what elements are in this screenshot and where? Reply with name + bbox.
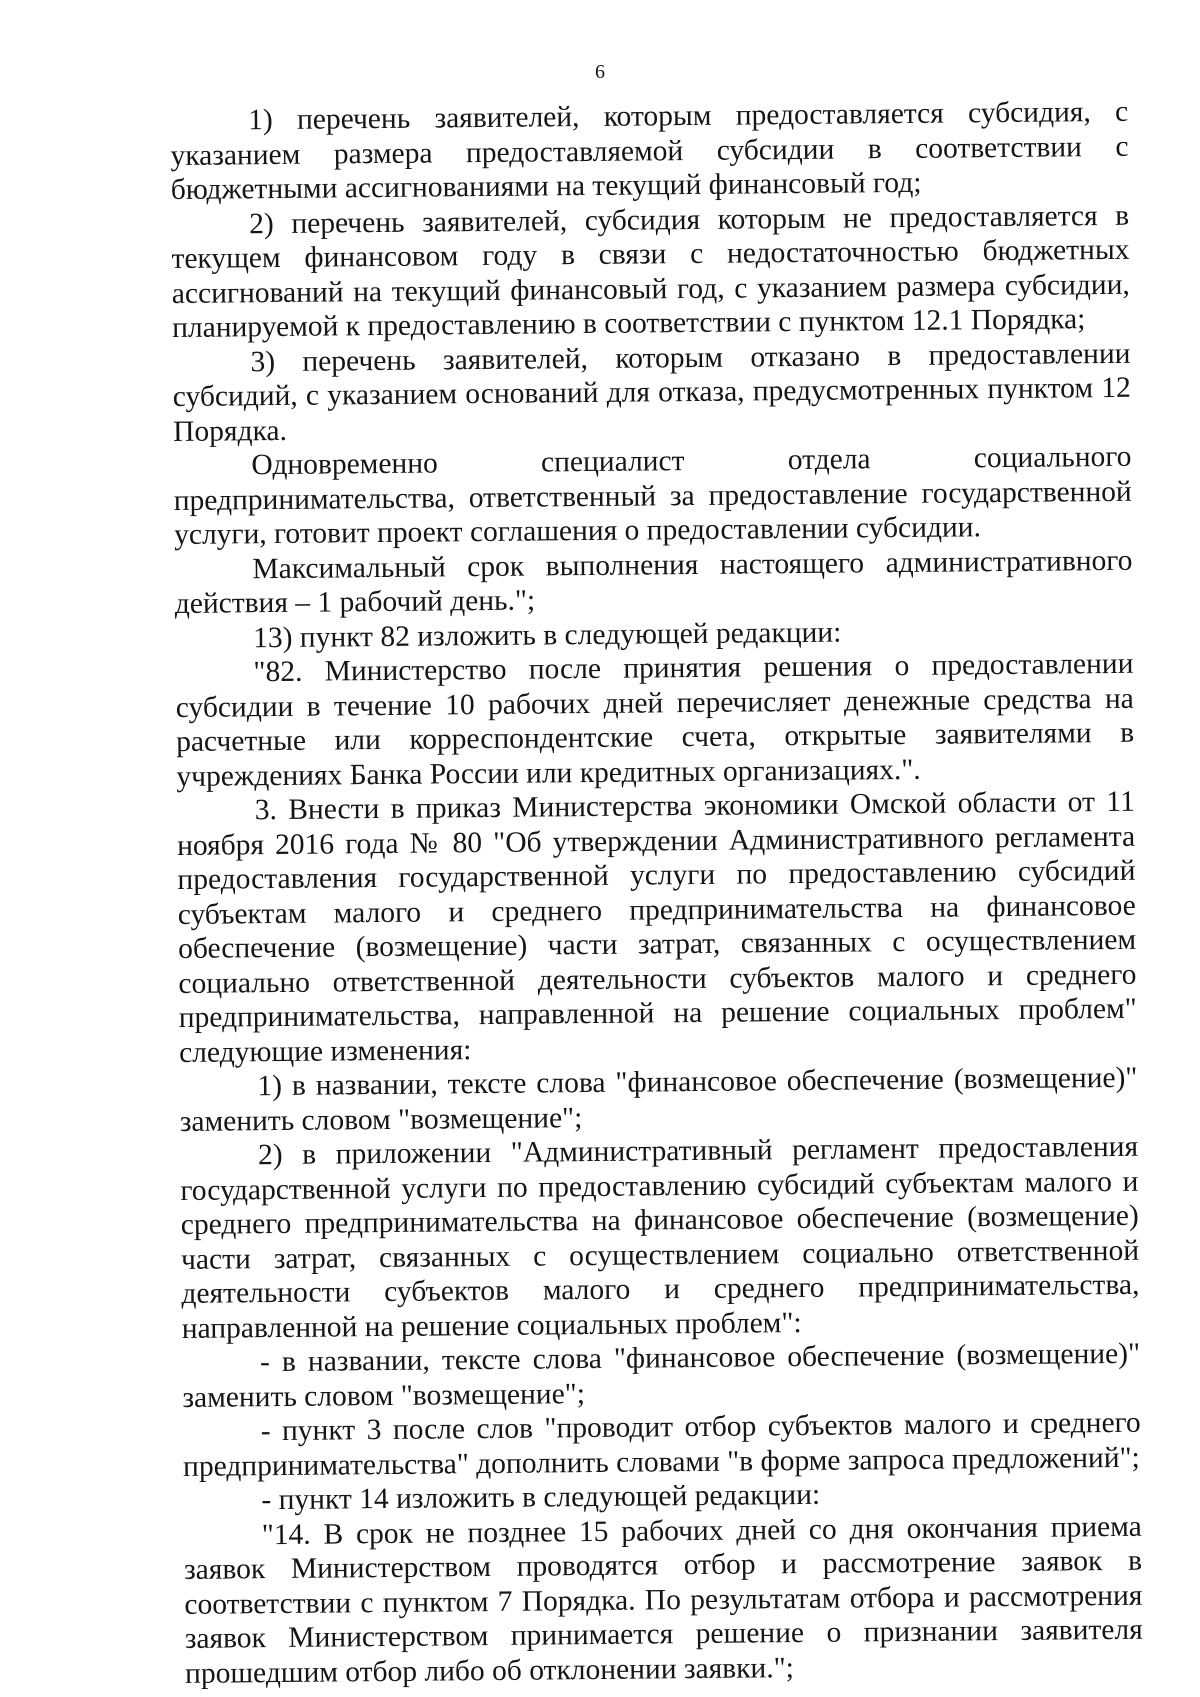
paragraph: - пункт 14 изложить в следующей редакции: — [261, 1478, 821, 1517]
paragraph: 2) в приложении "Административный регламент предоставления государственной услуги по предоставлению субсидий субъектам малого и среднего предпринимательства на финансовое обеспечение (возмещение) части затрат, связанных с осуществлением социально ответственной деятельности субъектов малого и среднего предпринимательства, направленной на решение социальных проблем": — [180, 1130, 1140, 1345]
paragraph: "82. Министерство после принятия решения о предоставлении субсидии в течение 10 рабочих дней перечисляет денежные средства на расчетные или корреспондентские счета, открытые заявителями в учреждениях Банка России или кредитных организациях.". — [175, 647, 1135, 793]
document-body — [170, 95, 1143, 1691]
paragraph: 13) пункт 82 изложить в следующей редакции: — [252, 616, 842, 654]
paragraph: - пункт 3 после слов "проводит отбор субъектов малого и среднего предпринимательства" дополнить словами "в форме запроса предложений"; — [182, 1406, 1141, 1483]
paragraph: Одновременно специалист отдела социального предпринимательства, ответственный за предоставление государственной услуги, готовит проект соглашения о предоставлении субсидии. — [173, 440, 1132, 551]
paragraph: Максимальный срок выполнения настоящего административного действия – 1 рабочий день."; — [174, 544, 1133, 620]
page-number: 6 — [595, 61, 605, 83]
paragraph: "14. В срок не позднее 15 рабочих дней со дня окончания приема заявок Министерством проводятся отбор и рассмотрение заявок в соответствии с пунктом 7 Порядка. По результатам отбора и рассмотрения заявок Министерством принимается решение о признании заявителя прошедшим отбор либо об отклонении заявки."; — [183, 1510, 1143, 1690]
paragraph: 3) перечень заявителей, которым отказано в предоставлении субсидий, с указанием оснований для отказа, предусмотренных пунктом 12 Порядка. — [172, 337, 1131, 448]
paragraph: - в названии, тексте слова "финансовое обеспечение (возмещение)" заменить словом "возмещение"; — [182, 1337, 1141, 1414]
paragraph: 1) в названии, тексте слова "финансовое обеспечение (возмещение)" заменить словом "возмещение"; — [179, 1061, 1138, 1138]
paragraph: 2) перечень заявителей, субсидия которым не предоставляется в текущем финансовом году в связи с недостаточностью бюджетных ассигнований на текущий финансовый год, с указанием размера субсидии, планируемой к предоставлению в соответствии с пунктом 12.1 Порядка; — [171, 199, 1130, 344]
paragraph: 1) перечень заявителей, которым предоставляется субсидия, с указанием размера предоставляемой субсидии в соответствии с бюджетными ассигнованиями на текущий финансовый год; — [170, 95, 1129, 206]
paragraph: 3. Внести в приказ Министерства экономики Омской области от 11 ноября 2016 года № 80 "Об утверждении Административного регламента предоставления государственной услуги по предоставлению субсидий субъектам малого и среднего предпринимательства на финансовое обеспечение (возмещение) части затрат, связанных с осуществлением социально ответственной деятельности субъектов малого и среднего предпринимательства, направленной на решение социальных проблем" следующие изменения: — [176, 785, 1137, 1069]
